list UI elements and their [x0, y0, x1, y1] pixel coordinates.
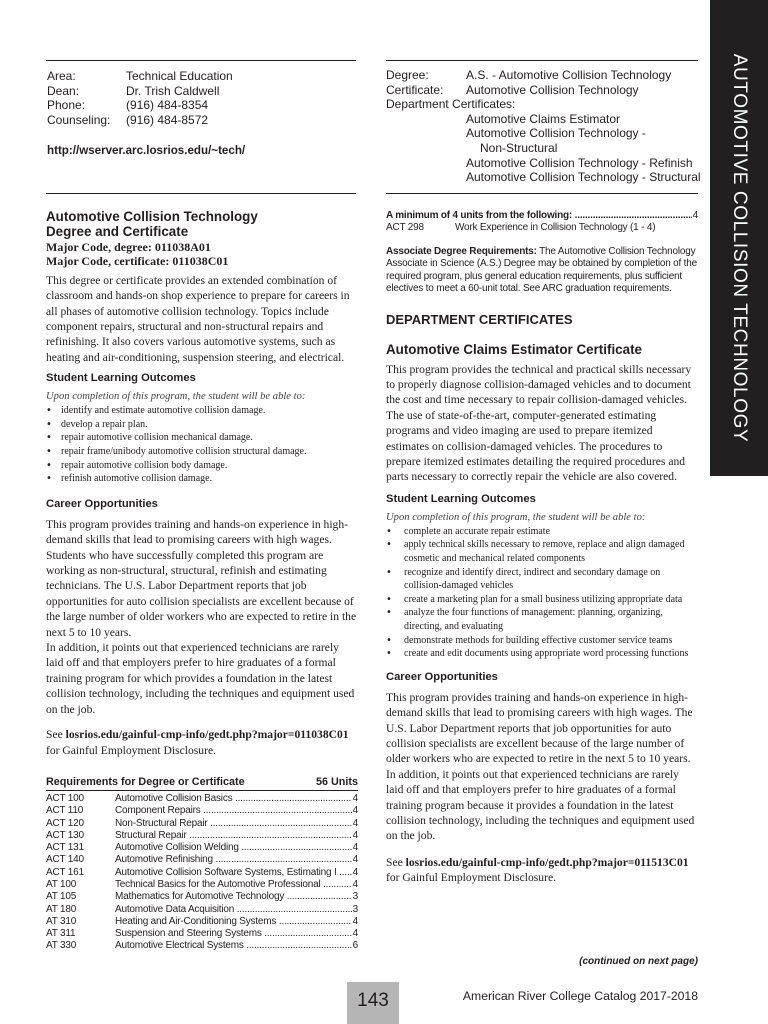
course-units: 4 [352, 928, 358, 940]
table-row [386, 222, 698, 234]
course-title: Structural Repair ..... [115, 830, 352, 842]
course-title: Component Repairs ..... [115, 805, 352, 817]
mid-rule-right [386, 193, 698, 194]
course-title: Automotive Collision Welding ..... [115, 842, 352, 854]
table-row [46, 879, 358, 891]
catalog-footer: American River College Catalog 2017-2018 [462, 989, 698, 1003]
list-item: • apply technical skills necessary to remove, replace and align damaged cosmetic and mechanical related components [386, 538, 698, 565]
outcomes-list-right [386, 525, 698, 661]
table-row [46, 830, 358, 842]
major-code-certificate: Major Code, certificate: 011038C01 [46, 253, 229, 268]
list-item: • repair automotive collision body damage. [46, 459, 358, 473]
course-code: AT 311 [46, 928, 76, 940]
contact-label: Phone: [47, 98, 86, 113]
program-description: This degree or certificate provides an extended combination of classroom and hands-on shop experience to prepare for careers in all phases of automotive collision technology. Topics include component repairs, structural and non-structural repairs and refinishing. It also covers various automotive systems, such as heating and air-conditioning, suspension steering, and electrical. [46, 273, 350, 364]
course-code: ACT 298 [386, 222, 424, 234]
course-code: ACT 110 [46, 805, 84, 817]
gainful-link[interactable]: losrios.edu/gainful-cmp-info/gedt.php?major=011038C01 [65, 728, 349, 742]
major-code-degree: Major Code, degree: 011038A01 [46, 239, 211, 254]
table-row [46, 805, 358, 817]
dept-cert-item: Automotive Collision Technology - Structural [466, 170, 701, 185]
course-code: AT 105 [46, 891, 77, 903]
course-code: ACT 140 [46, 854, 84, 866]
list-item: • refinish automotive collision damage. [46, 472, 358, 486]
list-item: • create and edit documents using appropriate word processing functions [386, 647, 698, 661]
gainful-post: for Gainful Employment Disclosure. [386, 871, 557, 885]
course-title: Automotive Data Acquisition ..... [115, 904, 352, 916]
associate-text: The Automotive Collision Technology Associate in Science (A.S.) Degree may be obtained by completion of the required program, plus general education requirements, plus sufficient electives to meet a 60-unit total. See ARC graduation requirements. [386, 245, 697, 295]
list-item: • create a marketing plan for a small business utilizing appropriate data [386, 593, 698, 607]
right-column [386, 210, 698, 886]
course-code: AT 180 [46, 903, 77, 915]
course-units: 4 [352, 854, 358, 866]
course-code: ACT 130 [46, 829, 84, 841]
slo-heading-right: Student Learning Outcomes [386, 492, 536, 505]
gainful-post: for Gainful Employment Disclosure. [46, 743, 217, 757]
table-row [46, 940, 358, 952]
gainful-link-right[interactable]: losrios.edu/gainful-cmp-info/gedt.php?major=011513C01 [405, 855, 689, 869]
course-units: 4 [352, 866, 358, 878]
list-item: • repair automotive collision mechanical damage. [46, 431, 358, 445]
career-heading: Career Opportunities [46, 497, 158, 510]
course-title: Automotive Collision Software Systems, Estimating I ..... [115, 867, 352, 879]
mid-rule-left [46, 193, 356, 194]
slo-heading: Student Learning Outcomes [46, 372, 196, 385]
contact-value: Technical Education [126, 69, 233, 83]
table-row [46, 904, 358, 916]
requirements-units: 56 Units [315, 775, 358, 788]
course-title: Automotive Refinishing ..... [115, 854, 352, 866]
outcomes-list [46, 404, 358, 486]
course-code: ACT 120 [46, 817, 84, 829]
course-code: AT 100 [46, 878, 77, 890]
certificate-title: Automotive Claims Estimator Certificate [386, 341, 642, 357]
career-text: This program provides training and hands-on experience in high-demand skills that lead to promising careers with high wages. Students who have successfully completed this program are working as non-structural, structural, refinish and estimating technicians. The U.S. Labor Department reports that job opportunities for auto collision specialists are excellent because of the large number of older workers who are expected to retire in the next 5 to 10 years. [46, 517, 357, 639]
course-units: 3 [352, 891, 358, 903]
course-list [46, 793, 358, 953]
continued-note: (continued on next page) [579, 956, 698, 967]
certificate-value: Automotive Collision Technology [466, 82, 639, 97]
gainful-disclosure-right [386, 855, 698, 886]
course-title: Mathematics for Automotive Technology ..... [115, 891, 352, 903]
list-item: • complete an accurate repair estimate [386, 525, 698, 539]
career-text-right: This program provides training and hands-on experience in high-demand skills that lead to promising careers with high wages. The U.S. Labor Department reports that job opportunities for auto collision specialists are excellent because of the large number of older workers who are expected to retire in the next 5 to 10 years. In addition, it points out that experienced technicians are rarely laid off and that employers prefer to hire graduates of a formal training program because it provides a foundation in the latest collision technology, including the techniques and equipment used on the job. [386, 690, 695, 843]
course-units: 4 [352, 878, 358, 890]
requirements-header [46, 775, 358, 791]
side-title: AUTOMOTIVE COLLISION TECHNOLOGY [729, 53, 750, 443]
program-title-line2: Degree and Certificate [46, 224, 189, 240]
dept-cert-item: Non-Structural [480, 140, 558, 155]
page-number: 143 [357, 990, 389, 1011]
list-item: • develop a repair plan. [46, 418, 358, 432]
minimum-units-value: 4 [692, 210, 698, 221]
course-title: Work Experience in Collision Technology (1 - 4) [455, 222, 656, 234]
course-code: AT 310 [46, 915, 77, 927]
contact-label: Dean: [47, 83, 80, 98]
dept-cert-item: Automotive Claims Estimator [466, 111, 621, 126]
list-item: • demonstrate methods for building effective customer service teams [386, 634, 698, 648]
dept-cert-item: Automotive Collision Technology - Refinish [466, 155, 693, 170]
contact-block [47, 69, 357, 159]
minimum-units-text: A minimum of 4 units from the following: ..... [386, 210, 692, 222]
list-item: • recognize and identify direct, indirect and secondary damage on collision-damaged vehicles [386, 566, 698, 593]
dept-cert-label: Department Certificates: [386, 97, 516, 112]
contact-row [47, 69, 357, 84]
table-row [46, 793, 358, 805]
table-row [46, 891, 358, 903]
course-title: Heating and Air-Conditioning Systems ..... [115, 916, 352, 928]
course-code: ACT 100 [46, 792, 84, 804]
table-row [46, 916, 358, 928]
degree-value: A.S. - Automotive Collision Technology [466, 68, 672, 82]
contact-row [47, 98, 357, 113]
course-title: Technical Basics for the Automotive Professional ..... [115, 879, 352, 891]
course-code: ACT 161 [46, 866, 84, 878]
course-title: Non-Structural Repair ..... [115, 818, 352, 830]
gainful-pre: See [46, 728, 66, 742]
career-text-2: In addition, it points out that experienced technicians are rarely laid off and that employers prefer to hire graduates of a formal training program for which provides a foundation in the latest collision technology, including the techniques and equipment used on the job. [46, 641, 355, 716]
course-units: 4 [352, 805, 358, 817]
contact-value: (916) 484-8572 [126, 112, 209, 127]
left-column [46, 209, 358, 953]
contact-value: Dr. Trish Caldwell [126, 83, 220, 98]
course-units: 3 [352, 903, 358, 915]
degrees-block [386, 68, 706, 185]
department-certificates-heading: DEPARTMENT CERTIFICATES [386, 311, 573, 327]
course-code: ACT 131 [46, 842, 84, 854]
course-units: 4 [352, 792, 358, 804]
minimum-units-row [386, 210, 698, 222]
slo-intro-right: Upon completion of this program, the student will be able to: [386, 511, 646, 523]
top-rule-left [46, 60, 356, 61]
list-item: • identify and estimate automotive collision damage. [46, 404, 358, 418]
course-title: Suspension and Steering Systems ..... [115, 928, 352, 940]
course-units: 4 [352, 817, 358, 829]
table-row [46, 928, 358, 940]
contact-row [47, 113, 357, 128]
certificate-description: This program provides the technical and practical skills necessary to properly diagnose collision-damaged vehicles and to document the cost and time necessary to repair collision-damaged vehicles. The use of state-of-the-art, computer-generated estimating programs and video imaging are used to prepare itemized estimates on collision-damaged vehicles. The procedures to prepare itemized estimates detailing the required procedures and parts necessary to correctly repair the vehicle are also covered. [386, 362, 692, 484]
top-rule-right [386, 60, 698, 61]
course-title: Automotive Electrical Systems ..... [115, 940, 352, 952]
course-code: AT 330 [46, 940, 77, 952]
course-units: 4 [352, 842, 358, 854]
contact-label: Counseling: [47, 112, 111, 127]
course-units: 4 [352, 829, 358, 841]
requirements-title: Requirements for Degree or Certificate [46, 775, 245, 788]
table-row [46, 842, 358, 854]
program-title-line1: Automotive Collision Technology [46, 209, 258, 224]
course-title: Automotive Collision Basics ..... [115, 793, 352, 805]
department-url[interactable]: http://wserver.arc.losrios.edu/~tech/ [47, 144, 246, 158]
gainful-pre: See [386, 855, 406, 869]
table-row [46, 818, 358, 830]
list-item: • repair frame/unibody automotive collision structural damage. [46, 445, 358, 459]
career-heading-right: Career Opportunities [386, 670, 498, 683]
gainful-disclosure [46, 727, 358, 758]
slo-intro: Upon completion of this program, the student will be able to: [46, 391, 306, 403]
contact-value: (916) 484-8354 [126, 98, 209, 113]
table-row [46, 854, 358, 866]
certificate-label: Certificate: [386, 82, 444, 97]
dept-cert-item: Automotive Collision Technology - [466, 126, 646, 141]
contact-label: Area: [47, 69, 76, 83]
contact-row [47, 84, 357, 99]
degree-label: Degree: [386, 68, 429, 82]
list-item: • analyze the four functions of management: planning, organizing, directing, and evaluating [386, 606, 698, 633]
course-units: 6 [352, 940, 358, 952]
course-units: 4 [352, 915, 358, 927]
associate-label: Associate Degree Requirements: [386, 245, 537, 257]
associate-degree-requirements [386, 246, 698, 296]
table-row [46, 867, 358, 879]
